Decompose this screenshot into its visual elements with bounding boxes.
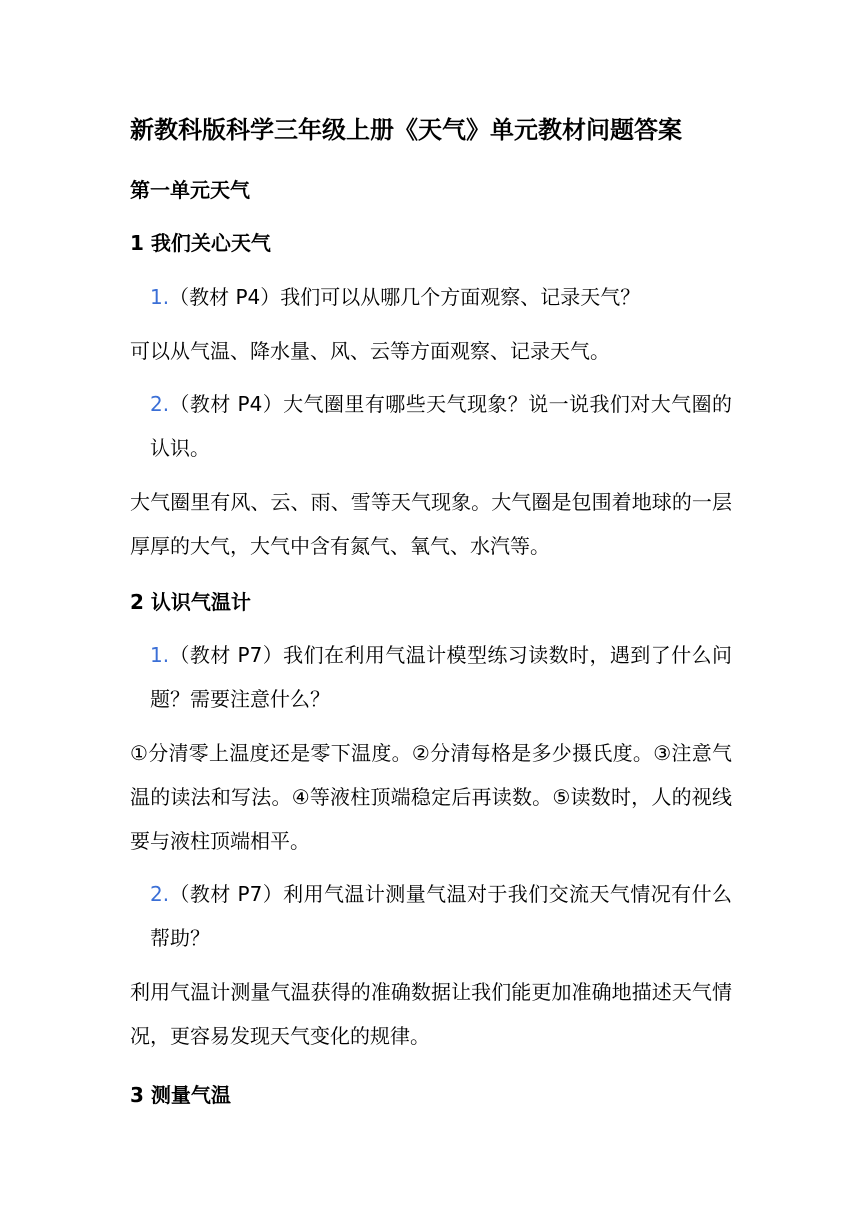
question-number: 2. bbox=[150, 392, 170, 416]
lesson-heading-2: 2 认识气温计 bbox=[130, 590, 251, 614]
lesson-heading-3: 3 测量气温 bbox=[130, 1083, 231, 1107]
question-text: （教材 P7）我们在利用气温计模型练习读数时，遇到了什么问题？需要注意什么？ bbox=[150, 643, 732, 711]
unit-heading: 第一单元天气 bbox=[130, 178, 250, 202]
answer-1-2: 大气圈里有风、云、雨、雪等天气现象。大气圈是包围着地球的一层厚厚的大气，大气中含有氮气、氧气、水汽等。 bbox=[130, 490, 732, 558]
question-text: （教材 P4）我们可以从哪几个方面观察、记录天气？ bbox=[169, 285, 641, 309]
question-number: 2. bbox=[150, 882, 170, 906]
question-number: 1. bbox=[150, 643, 170, 667]
answer-1-1: 可以从气温、降水量、风、云等方面观察、记录天气。 bbox=[130, 339, 610, 363]
question-number: 1. bbox=[150, 285, 170, 309]
question-2-1 bbox=[150, 633, 732, 721]
question-text: （教材 P7）利用气温计测量气温对于我们交流天气情况有什么帮助？ bbox=[150, 882, 732, 950]
answer-2-1: ①分清零上温度还是零下温度。②分清每格是多少摄氏度。③注意气温的读法和写法。④等液柱顶端稳定后再读数。⑤读数时，人的视线要与液柱顶端相平。 bbox=[130, 741, 732, 853]
question-2-2 bbox=[150, 872, 732, 960]
answer-2-2: 利用气温计测量气温获得的准确数据让我们能更加准确地描述天气情况，更容易发现天气变化的规律。 bbox=[130, 980, 732, 1048]
question-text: （教材 P4）大气圈里有哪些天气现象？说一说我们对大气圈的认识。 bbox=[150, 392, 732, 460]
lesson-heading-1: 1 我们关心天气 bbox=[130, 231, 271, 255]
question-1-1 bbox=[150, 275, 732, 319]
document-title: 新教科版科学三年级上册《天气》单元教材问题答案 bbox=[130, 116, 682, 144]
question-1-2 bbox=[150, 382, 732, 470]
